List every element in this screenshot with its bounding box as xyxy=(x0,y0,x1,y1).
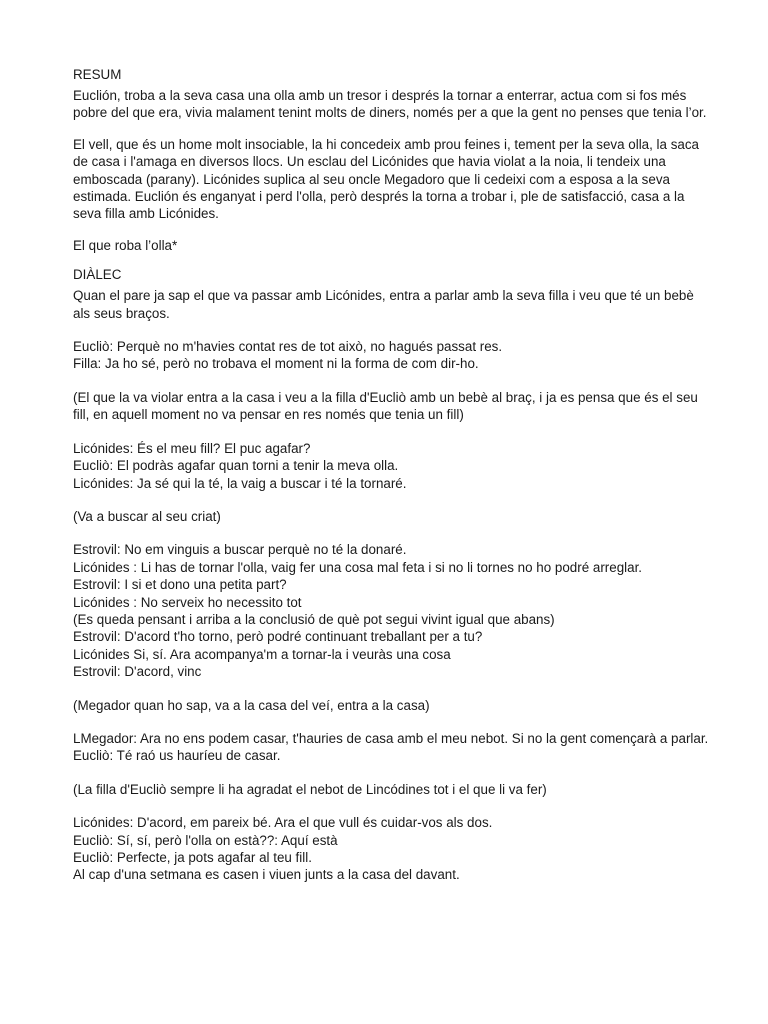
dialogue-line: Eucliò: El podràs agafar quan torni a tenir la meva olla. xyxy=(73,458,399,474)
resum-paragraph-2: El vell, que és un home molt insociable, la hi concedeix amb prou feines i, tement per la seva olla, la saca de casa i l'amaga en diversos llocs. Un esclau del Licónides que havia violat a la noia, li tendeix una emboscada (parany). Licónides suplica al seu oncle Megadoro que li cedeixi com a esposa a la seva estimada. Euclión és enganyat i perd l'olla, però després la torna a trobar i, ple de satisfacció, casa a la seva filla amb Licónides. xyxy=(73,136,699,222)
stage-direction: (El que la va violar entra a la casa i veu a la filla d'Eucliò amb un bebè al braç, i ja es pensa que és el seu fill, en aquell moment no va pensar en res només que tenia un fill) xyxy=(73,389,698,423)
stage-direction: (Es queda pensant i arriba a la conclusió de què pot segui vivint igual que abans) xyxy=(73,611,555,627)
dialogue-line: Eucliò: Perfecte, ja pots agafar al teu fill. xyxy=(73,850,312,865)
dialogue-line: Licónides: Ja sé qui la té, la vaig a buscar i té la tornaré. xyxy=(73,475,407,491)
dialogue-line: Estrovil: I si et dono una petita part? xyxy=(73,577,287,593)
dialogue-line: Licónides: D'acord, em pareix bé. Ara el que vull és cuidar-vos als dos. xyxy=(73,815,493,831)
dialogue-line: Licónides : No serveix ho necessito tot xyxy=(73,594,302,610)
dialogue-line: Eucliò: Perquè no m'havies contat res de tot això, no hagués passat res. xyxy=(73,339,503,355)
dialogue-line: LMegador: Ara no ens podem casar, t'hauries de casa amb el meu nebot. Si no la gent començarà a parlar. xyxy=(73,730,709,746)
story-title: El que roba l’olla* xyxy=(73,237,178,253)
stage-direction: (Megador quan ho sap, va a la casa del veí, entra a la casa) xyxy=(73,697,430,713)
dialec-heading: DIÀLEC xyxy=(73,267,122,283)
dialogue-line: Licónides: És el meu fill? El puc agafar? xyxy=(73,440,311,456)
dialogue-line: Filla: Ja ho sé, però no trobava el moment ni la forma de com dir-ho. xyxy=(73,356,479,372)
dialogue-line: Licónides : Li has de tornar l'olla, vaig fer una cosa mal feta i si no li tornes no ho podré arreglar. xyxy=(73,559,643,575)
stage-direction: (La filla d'Eucliò sempre li ha agradat el nebot de Lincódines tot i el que li va fer) xyxy=(73,781,547,797)
document-page xyxy=(73,66,713,884)
dialogue-line: Estrovil: No em vinguis a buscar perquè no té la donaré. xyxy=(73,542,407,558)
dialogue-line: Estrovil: D'acord t'ho torno, però podré continuant treballant per a tu? xyxy=(73,629,483,645)
resum-heading: RESUM xyxy=(73,67,122,82)
resum-paragraph-1: Euclión, troba a la seva casa una olla amb un tresor i després la tornar a enterrar, actua com si fos més pobre del que era, vivia malament tenint molts de diners, només per a que la gent no penses que tenia l’or. xyxy=(73,88,707,121)
dialogue-line: Estrovil: D'acord, vinc xyxy=(73,664,202,680)
dialogue-line: Eucliò: Té raó us hauríeu de casar. xyxy=(73,748,281,764)
dialogue-line: Eucliò: Sí, sí, però l'olla on està??: Aquí està xyxy=(73,832,338,848)
stage-direction: (Va a buscar al seu criat) xyxy=(73,508,221,524)
dialec-intro: Quan el pare ja sap el que va passar amb Licónides, entra a parlar amb la seva filla i veu que té un bebè als seus braços. xyxy=(73,288,694,321)
dialogue-line: Licónides Si, sí. Ara acompanya'm a tornar-la i veuràs una cosa xyxy=(73,646,451,662)
closing-line: Al cap d'una setmana es casen i viuen junts a la casa del davant. xyxy=(73,867,460,883)
